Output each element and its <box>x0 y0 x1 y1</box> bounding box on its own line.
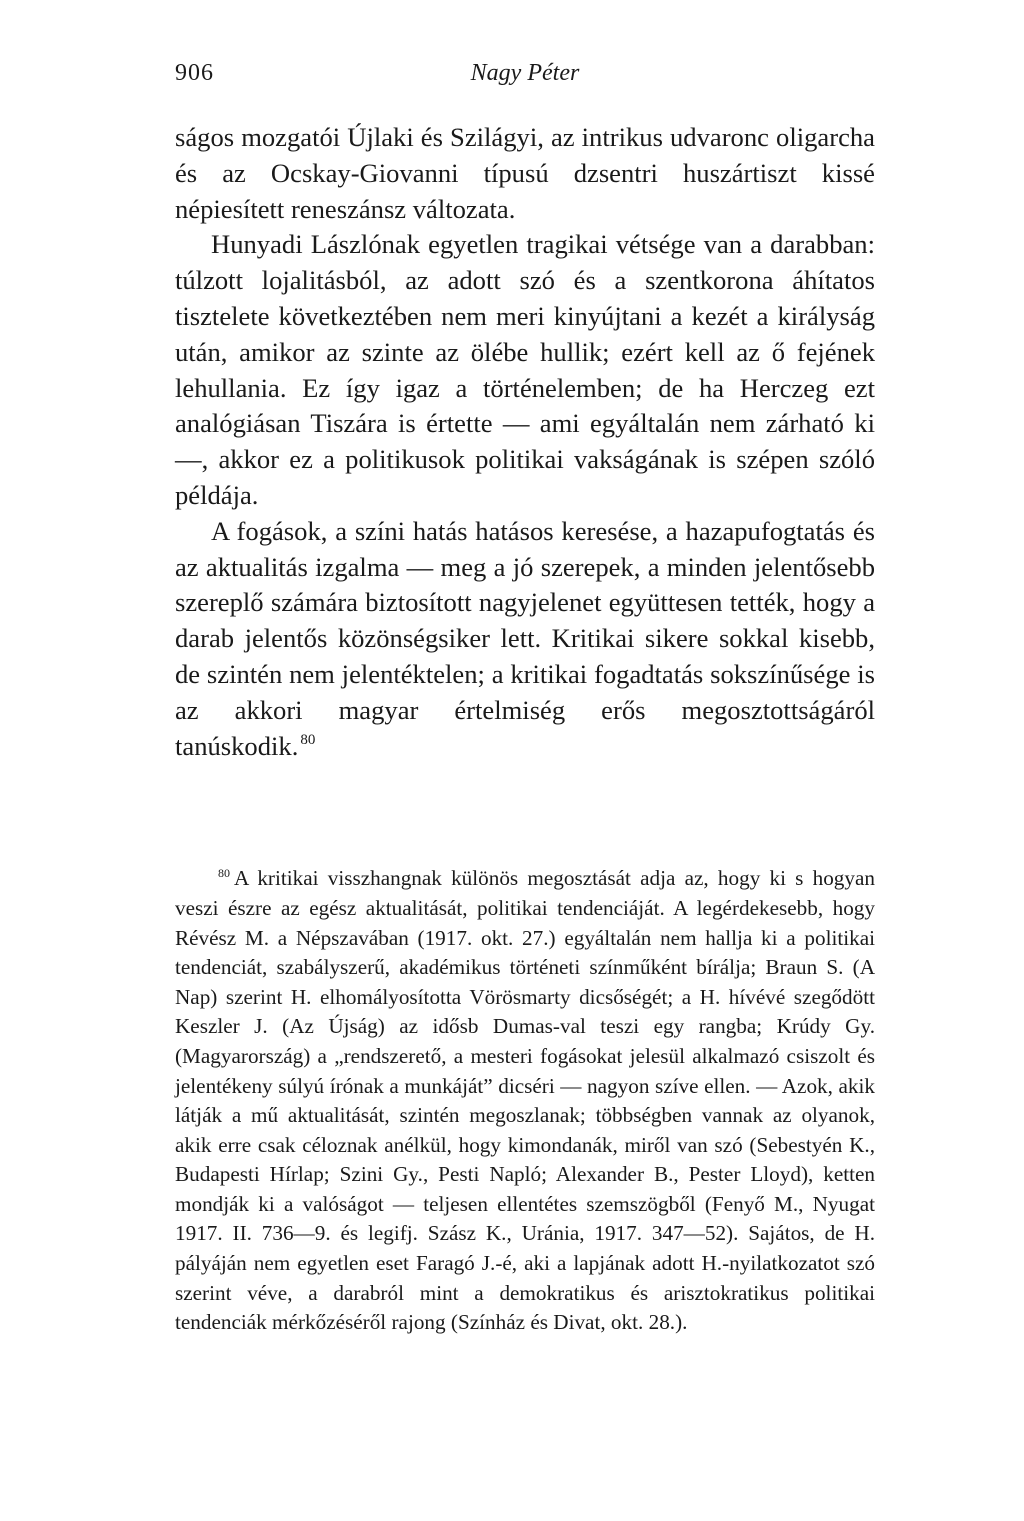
footnotes <box>175 864 875 1338</box>
footnote-marker: 80 <box>218 866 230 881</box>
document-page <box>175 52 875 1338</box>
running-head: Nagy Péter <box>470 60 580 86</box>
paragraph-1: ságos mozgatói Újlaki és Szilágyi, az intrikus udvaronc oligarcha és az Ocskay-Giovanni típusú dzsentri huszártiszt kissé népiesített reneszánsz változata. <box>175 122 875 224</box>
paragraph-3 <box>175 514 875 765</box>
paragraph-2: Hunyadi Lászlónak egyetlen tragikai vétsége van a darabban: túlzott lojalitásból, az adott szó és a szentkorona áhítatos tisztelete következtében nem meri kinyújtani a kezét a királyság után, amikor az szinte az ölébe hullik; ezért kell az ő fejének lehullania. Ez így igaz a történelemben; de ha Herczeg ezt analógiásan Tiszára is értette — ami egyáltalán nem zárható ki —, akkor ez a politikusok politikai vakságának is szépen szóló példája. <box>175 229 875 510</box>
main-text <box>175 120 875 764</box>
footnote-reference: 80 <box>300 731 316 748</box>
footnote-text: A kritikai visszhangnak különös megosztását adja az, hogy ki s hogyan veszi észre az egész aktualitását, politikai tendenciáját. A legérdekesebb, hogy Révész M. a Népszavában (1917. okt. 27.) egyáltalán nem hallja ki a politikai tendenciát, szabályszerű, akadémikus történeti színműként bírálja; Braun S. (A Nap) szerint H. elhomályosította Vörösmarty dicsőségét; a H. hívévé szegődött Keszler J. (Az Újság) az idősb Dumas-val teszi egy rangba; Krúdy Gy. (Magyarország) a „rendszerető, a mesteri fogásokat jelesül alkalmazó csiszolt és jelentékeny súlyú írónak a munkáját” dicséri — nagyon szíve ellen. — Azok, akik látják a mű aktualitását, szintén megoszlanak; többségben vannak az olyanok, akik erre csak céloznak anélkül, hogy kimondanák, miről van szó (Sebestyén K., Budapesti Hírlap; Szini Gy., Pesti Napló; Alexander B., Pester Lloyd), ketten mondják ki a valóságot — teljesen ellentétes szemszögből (Fenyő M., Nyugat 1917. II. 736—9. és legifj. Szász K., Uránia, 1917. 347—52). Sajátos, de H. pályáján nem egyetlen eset Faragó J.-é, aki a lapjának adott H.-nyilatkozatot szó szerint véve, a darabról mint a demokratikus és arisztokratikus politikai tendenciák mérkőzéséről rajong (Színház és Divat, okt. 28.). <box>175 866 875 1335</box>
page-header <box>175 52 875 92</box>
footnote-80 <box>175 864 875 1338</box>
paragraph-3-text: A fogások, a színi hatás hatásos keresése, a hazapufogtatás és az aktualitás izgalma — meg a jó szerepek, a minden jelentősebb szereplő számára biztosított nagyjelenet együttesen tették, hogy a darab jelentős közönségsiker lett. Kritikai sikere sokkal kisebb, de szintén nem jelentéktelen; a kritikai fogadtatás sokszínűsége is az akkori magyar értelmiség erős megosztottságáról tanúskodik. <box>175 515 875 761</box>
page-number: 906 <box>175 60 214 86</box>
